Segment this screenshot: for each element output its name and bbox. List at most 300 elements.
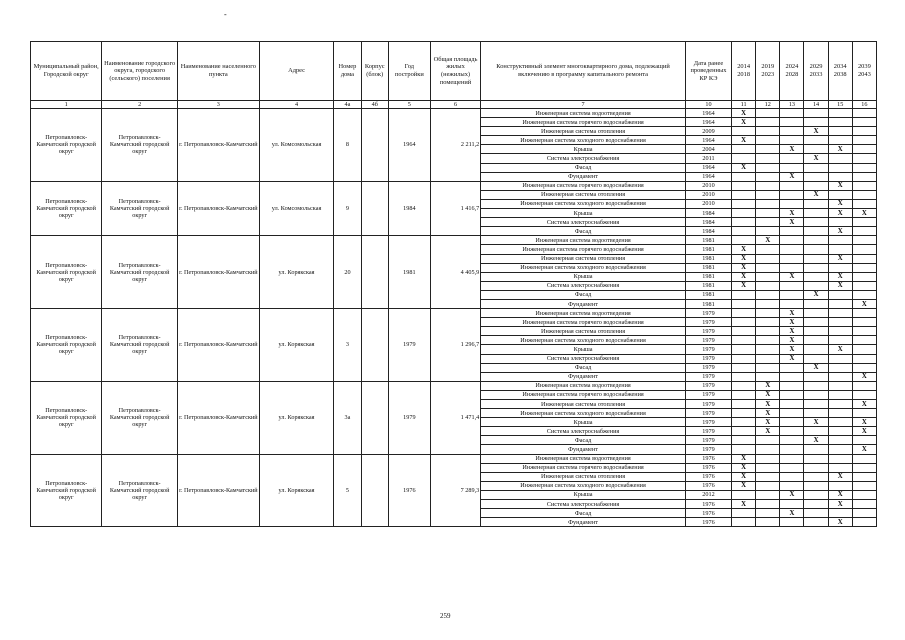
element-name-cell: Инженерная система горячего водоснабжения	[481, 463, 686, 472]
column-number-row	[31, 101, 877, 109]
district-cell: Петропавловск-Камчатский городской округ	[31, 236, 102, 309]
previous-repair-date-cell: 1979	[685, 318, 731, 327]
element-name-cell: Крыша	[481, 209, 686, 218]
previous-repair-date-cell: 1979	[685, 354, 731, 363]
period-mark-cell	[732, 181, 756, 190]
settlement-cell: Петропавловск-Камчатский городской округ	[102, 454, 178, 527]
locality-cell: г. Петропавловск-Камчатский	[177, 236, 259, 309]
table-row	[31, 454, 877, 463]
period-mark-cell	[732, 227, 756, 236]
period-mark-cell	[852, 472, 876, 481]
period-mark-cell	[828, 154, 852, 163]
district-cell: Петропавловск-Камчатский городской округ	[31, 454, 102, 527]
header-cell: 2039 2043	[852, 42, 876, 101]
element-name-cell: Инженерная система отопления	[481, 400, 686, 409]
period-mark-cell	[780, 299, 804, 308]
period-mark-cell: X	[732, 463, 756, 472]
header-cell: Адрес	[259, 42, 334, 101]
period-mark-cell: X	[852, 418, 876, 427]
house-number-cell: 3	[334, 309, 361, 382]
period-mark-cell	[852, 518, 876, 527]
period-mark-cell	[780, 463, 804, 472]
period-mark-cell	[852, 500, 876, 509]
period-mark-cell	[732, 445, 756, 454]
period-mark-cell	[828, 481, 852, 490]
period-mark-cell	[780, 445, 804, 454]
period-mark-cell	[828, 381, 852, 390]
period-mark-cell	[852, 218, 876, 227]
period-mark-cell	[804, 372, 828, 381]
column-number: 11	[732, 101, 756, 109]
period-mark-cell	[804, 272, 828, 281]
column-number: 10	[685, 101, 731, 109]
table-row	[31, 309, 877, 318]
period-mark-cell: X	[828, 254, 852, 263]
address-cell: ул. Корякская	[259, 309, 334, 382]
previous-repair-date-cell: 1979	[685, 445, 731, 454]
element-name-cell: Фундамент	[481, 445, 686, 454]
period-mark-cell	[828, 118, 852, 127]
period-mark-cell	[732, 154, 756, 163]
period-mark-cell	[756, 245, 780, 254]
element-name-cell: Крыша	[481, 272, 686, 281]
area-cell: 2 211,2	[430, 109, 480, 182]
period-mark-cell	[756, 136, 780, 145]
period-mark-cell: X	[756, 381, 780, 390]
period-mark-cell: X	[852, 427, 876, 436]
element-name-cell: Инженерная система отопления	[481, 327, 686, 336]
period-mark-cell	[828, 136, 852, 145]
period-mark-cell	[780, 472, 804, 481]
element-name-cell: Крыша	[481, 145, 686, 154]
period-mark-cell: X	[852, 400, 876, 409]
table-row	[31, 181, 877, 190]
period-mark-cell	[780, 236, 804, 245]
period-mark-cell: X	[828, 145, 852, 154]
period-mark-cell	[756, 263, 780, 272]
period-mark-cell	[852, 272, 876, 281]
period-mark-cell	[852, 363, 876, 372]
period-mark-cell	[828, 336, 852, 345]
period-mark-cell	[828, 218, 852, 227]
period-mark-cell	[732, 299, 756, 308]
period-mark-cell	[732, 372, 756, 381]
period-mark-cell	[804, 318, 828, 327]
period-mark-cell	[732, 190, 756, 199]
period-mark-cell	[804, 109, 828, 118]
previous-repair-date-cell: 2010	[685, 199, 731, 208]
header-cell: Муниципальный район, Городской округ	[31, 42, 102, 101]
period-mark-cell	[828, 363, 852, 372]
period-mark-cell	[852, 172, 876, 181]
column-number: 5	[388, 101, 430, 109]
period-mark-cell	[804, 218, 828, 227]
period-mark-cell: X	[828, 500, 852, 509]
element-name-cell: Фундамент	[481, 372, 686, 381]
period-mark-cell	[756, 199, 780, 208]
period-mark-cell: X	[756, 409, 780, 418]
period-mark-cell: X	[828, 490, 852, 499]
period-mark-cell: X	[780, 354, 804, 363]
column-number: 6	[430, 101, 480, 109]
period-mark-cell: X	[804, 190, 828, 199]
period-mark-cell	[804, 409, 828, 418]
period-mark-cell	[780, 381, 804, 390]
period-mark-cell	[732, 318, 756, 327]
period-mark-cell	[732, 345, 756, 354]
period-mark-cell: X	[756, 236, 780, 245]
period-mark-cell	[804, 481, 828, 490]
previous-repair-date-cell: 1984	[685, 227, 731, 236]
previous-repair-date-cell: 1976	[685, 454, 731, 463]
table-row	[31, 109, 877, 118]
period-mark-cell: X	[732, 481, 756, 490]
period-mark-cell	[756, 518, 780, 527]
period-mark-cell	[756, 290, 780, 299]
period-mark-cell: X	[732, 500, 756, 509]
period-mark-cell: X	[828, 472, 852, 481]
element-name-cell: Инженерная система отопления	[481, 254, 686, 263]
period-mark-cell	[732, 218, 756, 227]
period-mark-cell	[780, 154, 804, 163]
period-mark-cell	[732, 490, 756, 499]
previous-repair-date-cell: 1981	[685, 290, 731, 299]
column-number: 12	[756, 101, 780, 109]
period-mark-cell	[756, 309, 780, 318]
period-mark-cell	[828, 454, 852, 463]
period-mark-cell	[756, 436, 780, 445]
period-mark-cell: X	[732, 472, 756, 481]
period-mark-cell: X	[780, 345, 804, 354]
period-mark-cell: X	[756, 390, 780, 399]
element-name-cell: Инженерная система водоотведения	[481, 309, 686, 318]
period-mark-cell: X	[780, 145, 804, 154]
header-cell: 2019 2023	[756, 42, 780, 101]
period-mark-cell	[852, 118, 876, 127]
period-mark-cell: X	[828, 209, 852, 218]
previous-repair-date-cell: 1976	[685, 472, 731, 481]
element-name-cell: Система электроснабжения	[481, 281, 686, 290]
period-mark-cell	[780, 181, 804, 190]
previous-repair-date-cell: 1979	[685, 409, 731, 418]
column-number: 4а	[334, 101, 361, 109]
column-number: 14	[804, 101, 828, 109]
period-mark-cell	[852, 345, 876, 354]
period-mark-cell	[828, 163, 852, 172]
previous-repair-date-cell: 1979	[685, 390, 731, 399]
period-mark-cell	[756, 372, 780, 381]
period-mark-cell	[828, 400, 852, 409]
previous-repair-date-cell: 1981	[685, 245, 731, 254]
element-name-cell: Инженерная система холодного водоснабжения	[481, 263, 686, 272]
area-cell: 1 416,7	[430, 181, 480, 236]
period-mark-cell	[732, 436, 756, 445]
previous-repair-date-cell: 1979	[685, 309, 731, 318]
house-number-cell: 9	[334, 181, 361, 236]
period-mark-cell	[828, 109, 852, 118]
period-mark-cell	[852, 490, 876, 499]
period-mark-cell	[756, 327, 780, 336]
period-mark-cell	[732, 172, 756, 181]
period-mark-cell	[804, 327, 828, 336]
period-mark-cell: X	[852, 299, 876, 308]
period-mark-cell	[756, 272, 780, 281]
previous-repair-date-cell: 1979	[685, 363, 731, 372]
locality-cell: г. Петропавловск-Камчатский	[177, 381, 259, 454]
period-mark-cell	[780, 245, 804, 254]
period-mark-cell: X	[780, 336, 804, 345]
column-number: 4б	[361, 101, 388, 109]
element-name-cell: Инженерная система отопления	[481, 472, 686, 481]
period-mark-cell	[732, 390, 756, 399]
previous-repair-date-cell: 1979	[685, 381, 731, 390]
period-mark-cell	[780, 136, 804, 145]
period-mark-cell	[732, 290, 756, 299]
period-mark-cell	[732, 363, 756, 372]
period-mark-cell: X	[732, 245, 756, 254]
column-number: 2	[102, 101, 178, 109]
element-name-cell: Инженерная система холодного водоснабжения	[481, 336, 686, 345]
period-mark-cell	[852, 454, 876, 463]
period-mark-cell	[852, 254, 876, 263]
period-mark-cell	[780, 500, 804, 509]
period-mark-cell: X	[852, 209, 876, 218]
address-cell: ул. Корякская	[259, 454, 334, 527]
address-cell: ул. Корякская	[259, 236, 334, 309]
period-mark-cell	[804, 454, 828, 463]
period-mark-cell: X	[780, 509, 804, 518]
period-mark-cell	[804, 227, 828, 236]
period-mark-cell	[828, 290, 852, 299]
block-cell	[361, 181, 388, 236]
period-mark-cell	[732, 354, 756, 363]
period-mark-cell	[804, 181, 828, 190]
previous-repair-date-cell: 1981	[685, 272, 731, 281]
district-cell: Петропавловск-Камчатский городской округ	[31, 109, 102, 182]
year-built-cell: 1964	[388, 109, 430, 182]
period-mark-cell	[804, 209, 828, 218]
period-mark-cell	[780, 454, 804, 463]
period-mark-cell	[804, 472, 828, 481]
period-mark-cell: X	[804, 290, 828, 299]
period-mark-cell	[804, 336, 828, 345]
element-name-cell: Крыша	[481, 418, 686, 427]
previous-repair-date-cell: 1964	[685, 118, 731, 127]
period-mark-cell	[804, 445, 828, 454]
period-mark-cell	[828, 509, 852, 518]
period-mark-cell	[852, 481, 876, 490]
element-name-cell: Инженерная система водоотведения	[481, 381, 686, 390]
period-mark-cell: X	[828, 199, 852, 208]
element-name-cell: Инженерная система холодного водоснабжения	[481, 409, 686, 418]
period-mark-cell	[852, 199, 876, 208]
header-cell: Корпус (блок)	[361, 42, 388, 101]
period-mark-cell	[804, 118, 828, 127]
repair-program-table	[30, 41, 877, 527]
period-mark-cell: X	[828, 181, 852, 190]
previous-repair-date-cell: 2010	[685, 190, 731, 199]
period-mark-cell	[732, 381, 756, 390]
period-mark-cell	[804, 509, 828, 518]
period-mark-cell	[804, 427, 828, 436]
previous-repair-date-cell: 1976	[685, 481, 731, 490]
period-mark-cell	[756, 163, 780, 172]
element-name-cell: Фундамент	[481, 299, 686, 308]
period-mark-cell	[756, 509, 780, 518]
period-mark-cell	[780, 199, 804, 208]
period-mark-cell	[756, 118, 780, 127]
element-name-cell: Инженерная система горячего водоснабжения	[481, 318, 686, 327]
year-built-cell: 1976	[388, 454, 430, 527]
period-mark-cell	[756, 154, 780, 163]
period-mark-cell	[756, 363, 780, 372]
period-mark-cell	[852, 136, 876, 145]
previous-repair-date-cell: 1984	[685, 209, 731, 218]
header-cell: 2034 2038	[828, 42, 852, 101]
block-cell	[361, 381, 388, 454]
period-mark-cell: X	[732, 163, 756, 172]
period-mark-cell	[804, 518, 828, 527]
period-mark-cell	[852, 163, 876, 172]
period-mark-cell	[804, 172, 828, 181]
previous-repair-date-cell: 2009	[685, 127, 731, 136]
column-number: 3	[177, 101, 259, 109]
previous-repair-date-cell: 1964	[685, 163, 731, 172]
period-mark-cell: X	[780, 309, 804, 318]
period-mark-cell	[804, 163, 828, 172]
period-mark-cell	[780, 427, 804, 436]
element-name-cell: Инженерная система холодного водоснабжения	[481, 481, 686, 490]
period-mark-cell	[828, 327, 852, 336]
period-mark-cell	[828, 418, 852, 427]
period-mark-cell	[804, 490, 828, 499]
block-cell	[361, 454, 388, 527]
period-mark-cell	[756, 454, 780, 463]
period-mark-cell	[804, 236, 828, 245]
period-mark-cell: X	[732, 136, 756, 145]
period-mark-cell	[852, 336, 876, 345]
element-name-cell: Фасад	[481, 509, 686, 518]
period-mark-cell	[780, 372, 804, 381]
header-row	[31, 42, 877, 101]
period-mark-cell: X	[828, 281, 852, 290]
period-mark-cell	[780, 190, 804, 199]
element-name-cell: Система электроснабжения	[481, 218, 686, 227]
period-mark-cell	[756, 281, 780, 290]
address-cell: ул. Комсомольская	[259, 109, 334, 182]
area-cell: 1 296,7	[430, 309, 480, 382]
header-cell: Наименование населенного пункта	[177, 42, 259, 101]
period-mark-cell	[828, 445, 852, 454]
locality-cell: г. Петропавловск-Камчатский	[177, 109, 259, 182]
period-mark-cell	[804, 463, 828, 472]
locality-cell: г. Петропавловск-Камчатский	[177, 454, 259, 527]
period-mark-cell	[852, 409, 876, 418]
period-mark-cell: X	[756, 418, 780, 427]
period-mark-cell	[756, 490, 780, 499]
period-mark-cell	[756, 227, 780, 236]
previous-repair-date-cell: 1964	[685, 172, 731, 181]
period-mark-cell	[804, 145, 828, 154]
period-mark-cell: X	[852, 445, 876, 454]
element-name-cell: Система электроснабжения	[481, 427, 686, 436]
element-name-cell: Инженерная система холодного водоснабжения	[481, 136, 686, 145]
period-mark-cell	[852, 145, 876, 154]
settlement-cell: Петропавловск-Камчатский городской округ	[102, 381, 178, 454]
table-row	[31, 236, 877, 245]
period-mark-cell: X	[804, 363, 828, 372]
period-mark-cell	[804, 390, 828, 399]
period-mark-cell	[756, 127, 780, 136]
period-mark-cell	[852, 181, 876, 190]
period-mark-cell	[828, 299, 852, 308]
period-mark-cell	[828, 309, 852, 318]
previous-repair-date-cell: 1964	[685, 109, 731, 118]
period-mark-cell	[756, 500, 780, 509]
period-mark-cell	[804, 199, 828, 208]
period-mark-cell: X	[732, 454, 756, 463]
period-mark-cell	[780, 290, 804, 299]
period-mark-cell	[804, 354, 828, 363]
previous-repair-date-cell: 1976	[685, 518, 731, 527]
table-row	[31, 381, 877, 390]
period-mark-cell	[780, 390, 804, 399]
previous-repair-date-cell: 1981	[685, 254, 731, 263]
period-mark-cell	[732, 518, 756, 527]
period-mark-cell	[804, 263, 828, 272]
period-mark-cell	[828, 463, 852, 472]
period-mark-cell: X	[780, 272, 804, 281]
period-mark-cell	[852, 236, 876, 245]
element-name-cell: Инженерная система холодного водоснабжения	[481, 199, 686, 208]
period-mark-cell	[780, 281, 804, 290]
period-mark-cell	[756, 336, 780, 345]
period-mark-cell	[756, 318, 780, 327]
header-cell: 2014 2018	[732, 42, 756, 101]
period-mark-cell	[852, 127, 876, 136]
element-name-cell: Фасад	[481, 163, 686, 172]
period-mark-cell: X	[732, 281, 756, 290]
period-mark-cell	[852, 318, 876, 327]
period-mark-cell: X	[756, 427, 780, 436]
district-cell: Петропавловск-Камчатский городской округ	[31, 381, 102, 454]
previous-repair-date-cell: 1981	[685, 299, 731, 308]
period-mark-cell	[852, 245, 876, 254]
column-number: 13	[780, 101, 804, 109]
period-mark-cell	[828, 427, 852, 436]
period-mark-cell	[780, 109, 804, 118]
period-mark-cell	[756, 145, 780, 154]
period-mark-cell	[780, 400, 804, 409]
settlement-cell: Петропавловск-Камчатский городской округ	[102, 236, 178, 309]
period-mark-cell	[732, 327, 756, 336]
period-mark-cell	[852, 354, 876, 363]
header-cell: Конструктивный элемент многоквартирного дома, подлежащий включению в программу капитального ремонта	[481, 42, 686, 101]
header-cell: Номер дома	[334, 42, 361, 101]
period-mark-cell: X	[804, 154, 828, 163]
period-mark-cell	[732, 236, 756, 245]
table-body	[31, 109, 877, 527]
previous-repair-date-cell: 1979	[685, 436, 731, 445]
period-mark-cell	[756, 254, 780, 263]
element-name-cell: Инженерная система водоотведения	[481, 236, 686, 245]
period-mark-cell	[732, 309, 756, 318]
period-mark-cell	[756, 218, 780, 227]
previous-repair-date-cell: 1979	[685, 427, 731, 436]
period-mark-cell	[756, 481, 780, 490]
period-mark-cell	[756, 354, 780, 363]
scan-mark: -	[224, 10, 227, 19]
